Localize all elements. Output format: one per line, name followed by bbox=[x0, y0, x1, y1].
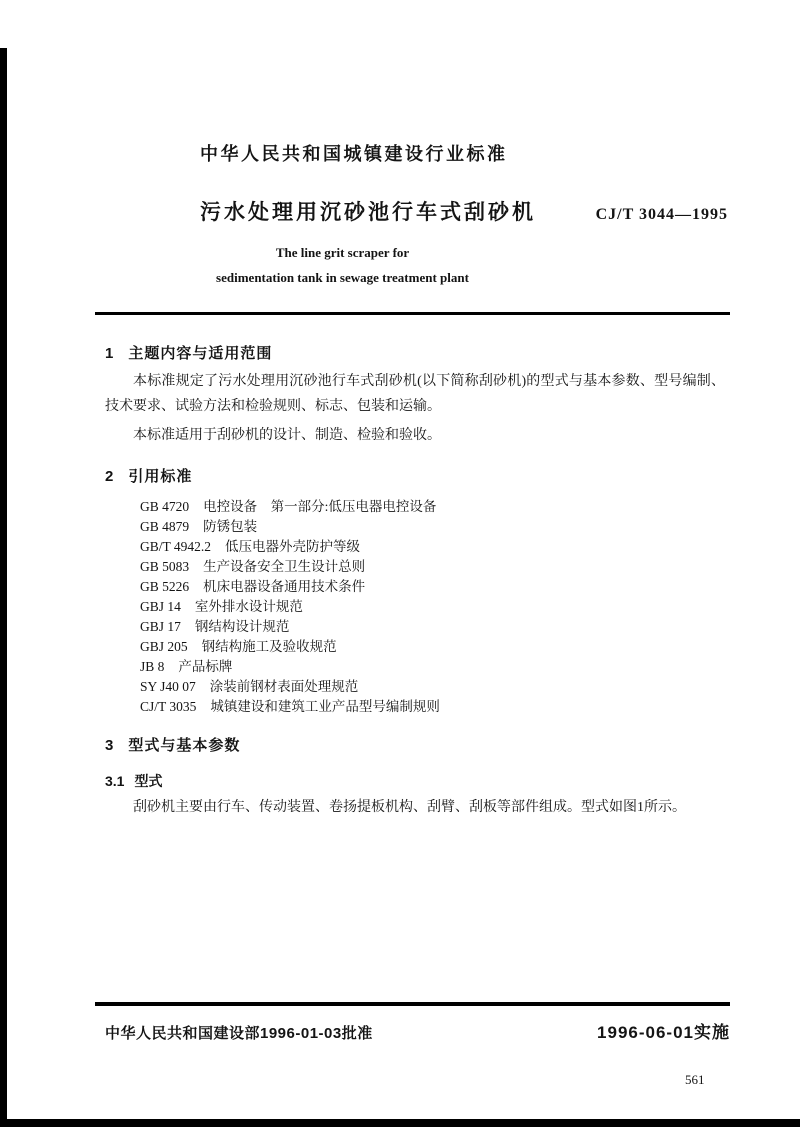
section-3-1-paragraph: 刮砂机主要由行车、传动装置、卷扬提板机构、刮臂、刮板等部件组成。型式如图1所示。 bbox=[133, 800, 686, 815]
reference-code: GBJ 14 bbox=[140, 599, 181, 614]
reference-item bbox=[140, 617, 725, 637]
reference-item bbox=[140, 537, 725, 557]
reference-code: JB 8 bbox=[140, 659, 165, 674]
reference-item bbox=[140, 557, 725, 577]
document-title: 污水处理用沉砂池行车式刮砂机 bbox=[200, 201, 536, 224]
scan-artifact-bottom-edge bbox=[0, 1119, 800, 1127]
standard-category: 中华人民共和国城镇建设行业标准 bbox=[200, 144, 508, 164]
section-3-number: 3 bbox=[105, 737, 115, 754]
reference-item bbox=[140, 677, 725, 697]
standard-number: CJ/T 3044—1995 bbox=[595, 206, 728, 223]
section-1-heading bbox=[105, 343, 725, 365]
reference-title: 防锈包装 bbox=[203, 519, 258, 534]
section-1-paragraph-1: 本标准规定了污水处理用沉砂池行车式刮砂机(以下简称刮砂机)的型式与基本参数、型号编制、技术要求、试验方法和检验规则、标志、包装和运输。 bbox=[105, 374, 725, 414]
page-number: 561 bbox=[685, 1072, 705, 1087]
section-3-title: 型式与基本参数 bbox=[128, 737, 241, 754]
reference-item bbox=[140, 497, 725, 517]
reference-item bbox=[140, 517, 725, 537]
approval-text: 中华人民共和国建设部1996-01-03批准 bbox=[105, 1025, 373, 1042]
reference-title: 电控设备 第一部分:低压电器电控设备 bbox=[203, 499, 437, 514]
reference-item bbox=[140, 597, 725, 617]
reference-title: 钢结构设计规范 bbox=[194, 619, 290, 634]
english-title-line-2: sedimentation tank in sewage treatment plant bbox=[216, 270, 469, 285]
reference-title: 机床电器设备通用技术条件 bbox=[203, 579, 366, 594]
reference-item bbox=[140, 697, 725, 717]
english-title bbox=[100, 240, 585, 290]
section-2-number: 2 bbox=[105, 468, 115, 485]
reference-code: GB/T 4942.2 bbox=[140, 539, 212, 554]
reference-title: 产品标牌 bbox=[178, 659, 233, 674]
reference-code: SY J40 07 bbox=[140, 679, 196, 694]
reference-list bbox=[140, 497, 725, 717]
section-3-1-title: 型式 bbox=[134, 773, 163, 789]
english-title-line-1: The line grit scraper for bbox=[275, 245, 410, 260]
reference-title: 钢结构施工及验收规范 bbox=[201, 639, 337, 654]
section-2-heading bbox=[105, 466, 725, 488]
footer-divider bbox=[95, 1002, 730, 1006]
reference-item bbox=[140, 637, 725, 657]
title-row bbox=[200, 196, 728, 226]
reference-code: GB 4879 bbox=[140, 519, 190, 534]
reference-code: GB 5083 bbox=[140, 559, 190, 574]
document-body bbox=[105, 343, 725, 820]
reference-title: 低压电器外壳防护等级 bbox=[225, 539, 361, 554]
reference-code: GBJ 205 bbox=[140, 639, 188, 654]
reference-title: 生产设备安全卫生设计总则 bbox=[203, 559, 366, 574]
section-2-title: 引用标准 bbox=[128, 468, 193, 485]
reference-code: CJ/T 3035 bbox=[140, 699, 197, 714]
section-3-1-heading bbox=[105, 771, 725, 791]
section-1-title: 主题内容与适用范围 bbox=[128, 345, 273, 362]
section-1-number: 1 bbox=[105, 345, 115, 362]
reference-code: GB 5226 bbox=[140, 579, 190, 594]
reference-code: GB 4720 bbox=[140, 499, 190, 514]
reference-code: GBJ 17 bbox=[140, 619, 181, 634]
header-divider bbox=[95, 312, 730, 315]
page-footer bbox=[0, 1002, 800, 1043]
scan-artifact-left-edge bbox=[0, 48, 7, 1127]
reference-title: 涂装前钢材表面处理规范 bbox=[209, 679, 359, 694]
section-1-paragraph-2: 本标准适用于刮砂机的设计、制造、检验和验收。 bbox=[133, 428, 441, 443]
reference-item bbox=[140, 657, 725, 677]
section-3-heading bbox=[105, 735, 725, 757]
reference-title: 城镇建设和建筑工业产品型号编制规则 bbox=[210, 699, 440, 714]
reference-item bbox=[140, 577, 725, 597]
footer-row bbox=[105, 1018, 730, 1043]
section-3-1-number: 3.1 bbox=[105, 773, 125, 789]
implementation-date: 1996-06-01实施 bbox=[597, 1023, 730, 1042]
reference-title: 室外排水设计规范 bbox=[194, 599, 303, 614]
